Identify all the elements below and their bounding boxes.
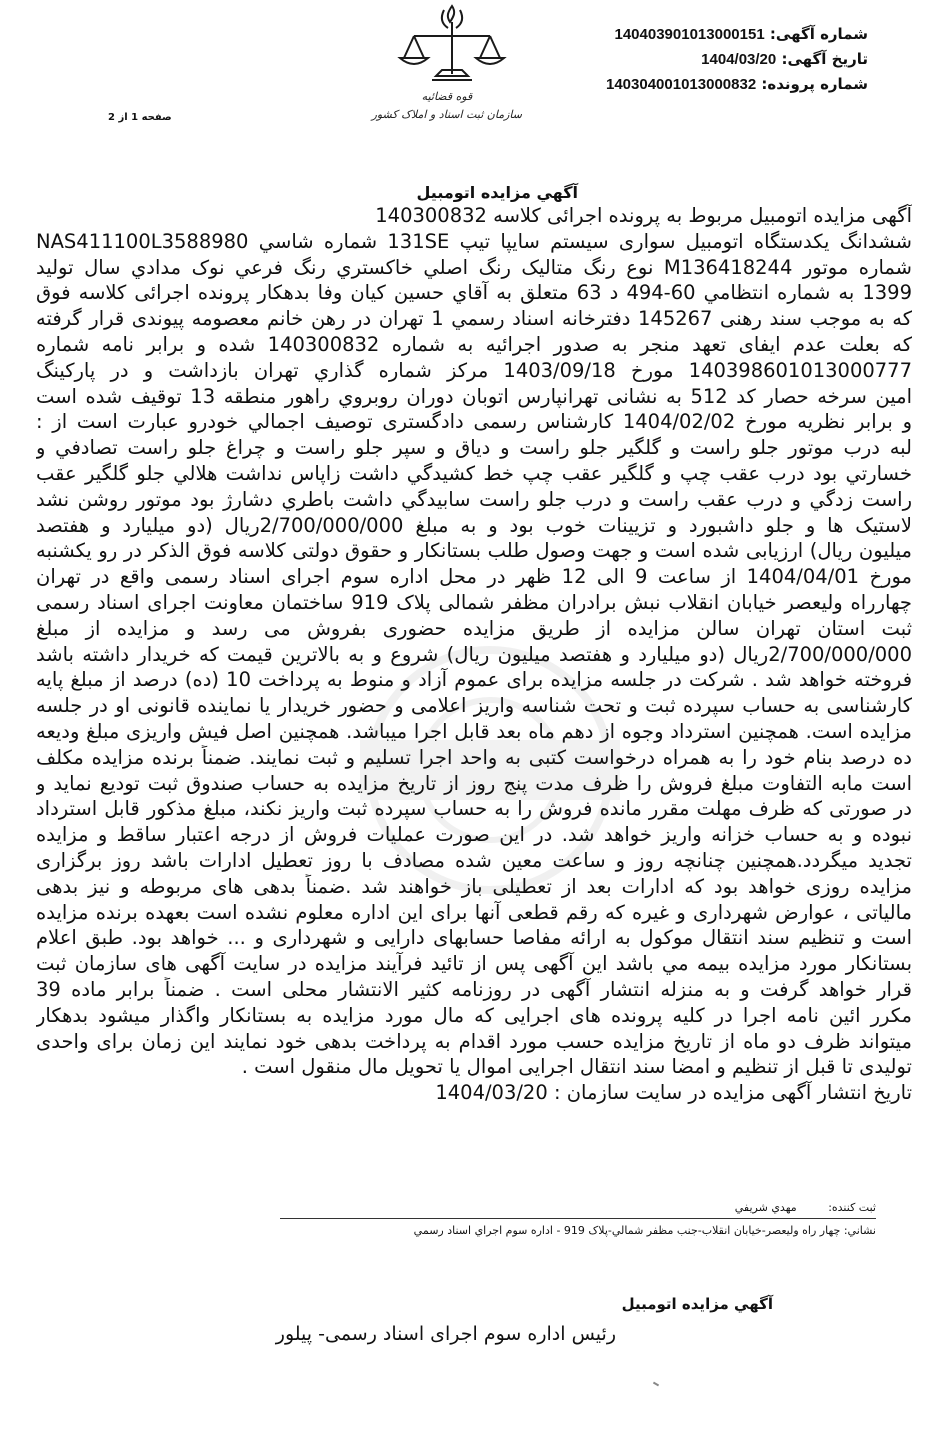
body-line: شماره موتور M136418244 نوع رنگ متاليک رنگ اصلي خاکستري رنگ فرعي نوک مدادي سال توليد (36, 255, 912, 279)
body-line: بستانکار مورد مزايده بيمه مي باشد اين آگهی پس از تائيد فرآيند مزايده در سايت آگهی های سازمان ثبت (36, 952, 912, 976)
address-text: چهار راه وليعصر-خيابان انقلاب-جنب مظفر شمالي-پلاک 919 - اداره سوم اجراي اسناد رسمي (413, 1224, 841, 1237)
body-line: راست زدگي و درب عقب راست و درب جلو راست سابيدگي داشت باطري دشارژ بود موتور روشن نشد (36, 487, 912, 511)
registrar-row (735, 1201, 876, 1214)
body-line: چهارراه وليعصر خيابان انقلاب نبش برادران مظفر شمالی پلاک 919 ساختمان معاونت اجرای اسناد رسمی (36, 590, 912, 614)
body-line: لاستيک ها و جلو داشبورد و تزيينات خوب بود و به مبلغ 2/700/000/000ريال (دو ميليارد و هفتصد (36, 513, 912, 537)
body-line: ده درصد بنام خود را به همراه درخواست کتبی به واحد اجرا تسليم و ثبت نمايند. ضمناً برنده مزايده مکلف (36, 745, 912, 769)
case-number: 14030400101300083‎2 (606, 76, 757, 93)
body-line: امين سرخه حصار کد 512 به نشانی تهرانپارس اتوبان دوران روبروي راهور منطقه 13 توقيف شده است (36, 384, 912, 408)
ad-date: 1404/03/20 (701, 51, 777, 68)
body-line: مکرر ائين نامه اجرا در کليه پرونده های اجرايی که مال مورد مزايده به بستانکار واگذار ميشود بدهکار (36, 1003, 912, 1027)
registrar-name: مهدي شريفي (734, 1201, 797, 1214)
body-line: مورخ 1404/04/01 از ساعت 9 الی 12 ظهر در محل اداره سوم اجرای اسناد رسمی واقع در تهران (36, 565, 912, 589)
emblem-caption-judiciary: قوه قضائیه (421, 90, 473, 103)
ad-date-label: تاریخ آگهی: (781, 50, 868, 68)
body-line: نبوده و به حساب خزانه واريز خواهد شد. در اين صورت عمليات فروش از درجه اعتبار ساقط و مزايده (36, 823, 912, 847)
address-row (414, 1224, 876, 1237)
body-line: تجديد ميگردد.همچنين چنانچه روز و ساعت معين شده مصادف با روز تعطيل ادارات باشد روز برگزاری (36, 848, 912, 872)
scales-of-justice-icon (392, 0, 512, 92)
ad-number: 14040390101300015‎1 (614, 26, 765, 43)
stray-mark (653, 1382, 659, 1387)
body-line: تاريخ انتشار آگهی مزايده در سايت سازمان : 1404/03/20 (435, 1081, 912, 1105)
page-number: صفحه 1 از 2 (108, 112, 172, 123)
body-line: است مابه التفاوت مبلغ فروش را ظرف مدت پنج روز از تاريخ مزايده به حساب صندوق ثبت توديع نمايد و (36, 771, 912, 795)
notice-body (36, 203, 912, 1106)
address-label: نشاني: (843, 1224, 876, 1237)
body-line: 2/700/000/000ريال (دو ميليارد و هفتصد ميليون ريال) شروع و به بالاترين قيمت که خريدار داشته باشد (36, 642, 912, 666)
case-number-row (606, 72, 868, 97)
body-line: آگهی مزایده اتومبیل مربوط به پرونده اجرائی کلاسه 140300832 (375, 204, 912, 227)
body-line: مزايده روزی خواهد بود که ادارات بعد از تعطيلی باز خواهند شد .ضمناً بدهی های مربوطه و نيز بدهی (36, 874, 912, 898)
emblem-caption-organization: سازمان ثبت اسناد و املاک کشور (371, 108, 522, 121)
body-line: ميتواند ظرف دو ماه از تاريخ مزايده حسب مورد اقدام به پرداخت بدهی خود نمايند اين زمان برای واحدی (36, 1029, 912, 1053)
body-line: ميليون ريال) ارزيابی شده است و جهت وصول طلب بستانکار و حقوق دولتی کلاسه فوق الذکر در رو يکشنبه (36, 539, 912, 563)
body-line: کارشناسی به حساب سپرده ثبت و تحت شناسه واريز اعلامی و حضور خريدار يا نماينده قانونی او در جلسه (36, 694, 912, 718)
ad-number-label: شماره آگهی: (769, 25, 868, 43)
body-line: مالياتی ، عوارض شهرداری و غيره که رقم قطعی آنها برای اين اداره معلوم نشده است بعهده برنده مزايده (36, 900, 912, 924)
body-line: ششدانگ یکدستگاه اتومبیل سواری سیستم سایپا تیپ 131SE شماره شاسي NAS411100L3588980 (36, 229, 912, 253)
body-line: است و تنظيم سند انتقال موکول به ارائه مفاصا حسابهای دارايی و شهرداری و ... خواهد بود. طبق اعلام (36, 926, 912, 950)
registrar-label: ثبت کننده: (828, 1201, 876, 1214)
notice-meta (606, 22, 868, 97)
body-line: قرار خواهد گرفت و به منزله انتشار آگهی در روزنامه کثير الانتشار محلی است . ضمناً برابر ماده 39 (36, 977, 912, 1001)
judiciary-emblem (371, 0, 522, 140)
body-line: مزايده است. همچنين استرداد وجوه از دهم ماه بعد قابل اجرا ميباشد. همچنين اصل فيش واريزی مبلغ وديعه (36, 719, 912, 743)
body-line: خسارتي بود درب عقب چپ و گلگير عقب چپ خط کشيدگي داشت زاپاس نداشت هلالي جلو گلگير عقب (36, 461, 912, 485)
body-line: ثبت استان تهران سالن مزايده از طريق مزايده حضوری بفروش می رسد و مزايده از مبلغ (36, 616, 912, 640)
body-line: در صورتی که ظرف مهلت مقرر مانده فروش را به حساب سپرده ثبت واريز نکند، مبلغ مذکور قابل استرداد (36, 797, 912, 821)
body-line: 1399 به شماره انتظامي 60-494 د 63 متعلق به آقاي حسين کيان وفا بدهکار پرونده اجرائی کلاسه فوق (36, 281, 912, 305)
body-line: توليدی تا قبل از تنظيم و امضا سند انتقال اجرايی اموال يا تحويل مال منقول است . (241, 1055, 912, 1079)
signature-line: رئیس اداره سوم اجرای اسناد رسمی- پیلور (275, 1323, 616, 1345)
ad-number-row (606, 22, 868, 47)
footer-title: آگهي مزايده اتومبيل (621, 1295, 773, 1313)
body-line: فروخته خواهد شد . شرکت در جلسه مزايده برای عموم آزاد و منوط به پرداخت 10 (ده) درصد از مبلغ پايه (36, 668, 912, 692)
body-line: که بعلت عدم ایفای تعهد منجر به صدور اجرائيه به شماره 140300832 شده و برابر نامه شماره (36, 332, 912, 356)
body-line: که به موجب سند رهنی 145267 دفترخانه اسناد رسمي 1 تهران در رهن خانم معصومه پيوندی قرار گرفته (36, 307, 912, 331)
body-line: لبه درب موتور جلو راست و گلگير جلو راست و دياق و سپر جلو راست و چراغ جلو راست تصادفي و (36, 436, 912, 460)
notice-title: آگهي مزايده اتومبيل (416, 183, 578, 202)
body-line: 14039860101300077‎7 مورخ 1403/09/18 مرکز شماره گذاري تهران بازداشت و در پارکينگ (36, 358, 912, 382)
divider (280, 1218, 876, 1219)
ad-date-row (606, 47, 868, 72)
body-line: و برابر نظريه مورخ 1404/02/02 کارشناس رسمی دادگستری توصيف اجمالي خودرو عبارت است از : (36, 410, 912, 434)
case-number-label: شماره پرونده: (761, 75, 868, 93)
